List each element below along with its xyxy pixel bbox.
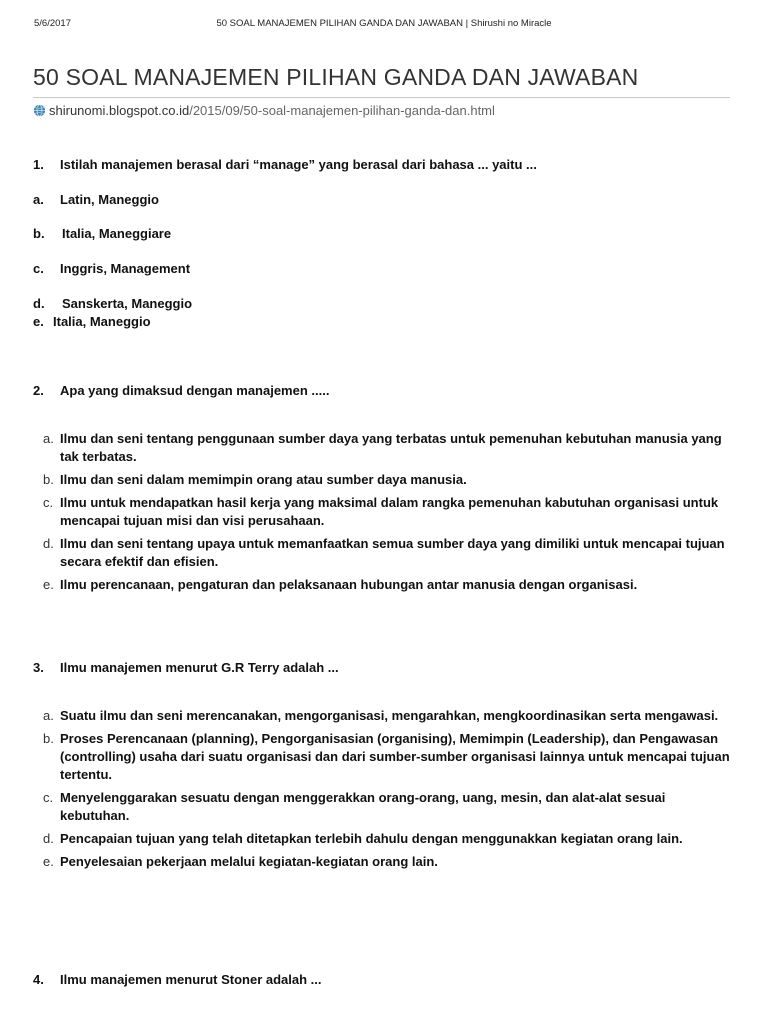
q1-option-c <box>33 260 190 278</box>
q2-option-e <box>33 576 733 594</box>
q3-option-a <box>33 707 733 725</box>
option-letter: e. <box>43 854 54 869</box>
question-3 <box>33 659 339 677</box>
option-letter: c. <box>43 790 54 805</box>
question-2 <box>33 382 329 400</box>
q1-option-d <box>33 295 192 313</box>
option-letter: d. <box>43 831 54 846</box>
question-text: Apa yang dimaksud dengan manajemen ..... <box>60 383 330 398</box>
source-domain-link[interactable]: shirunomi.blogspot.co.id <box>49 103 190 118</box>
option-text: Proses Perencanaan (planning), Pengorganisasian (organising), Memimpin (Leadership), dan Pengawasan (controlling) usaha dari suatu organisasi dan dari sumber-sumber organisasi lainnya untuk mencapai tujuan tertentu. <box>60 731 730 782</box>
question-text: Ilmu manajemen menurut Stoner adalah ... <box>60 972 322 987</box>
option-letter: b. <box>43 731 54 746</box>
page-title: 50 SOAL MANAJEMEN PILIHAN GANDA DAN JAWABAN <box>33 64 639 90</box>
option-letter: d. <box>43 536 54 551</box>
option-text: Penyelesaian pekerjaan melalui kegiatan-kegiatan orang lain. <box>60 854 438 869</box>
option-letter: a. <box>43 708 54 723</box>
question-4 <box>33 971 322 989</box>
q2-option-a <box>33 430 733 466</box>
q2-option-d <box>33 535 733 571</box>
q2-option-b <box>33 471 733 489</box>
question-number: 4. <box>33 972 44 987</box>
print-date: 5/6/2017 <box>34 18 71 29</box>
q3-option-d <box>33 830 733 848</box>
source-path-link[interactable]: /2015/09/50-soal-manajemen-pilihan-ganda-dan.html <box>189 103 495 118</box>
option-text: Ilmu perencanaan, pengaturan dan pelaksanaan hubungan antar manusia dengan organisasi. <box>60 577 638 592</box>
option-letter: c. <box>33 261 44 276</box>
option-letter: d. <box>33 296 45 311</box>
option-text: Suatu ilmu dan seni merencanakan, mengorganisasi, mengarahkan, mengkoordinasikan serta mengawasi. <box>60 708 719 723</box>
question-1 <box>33 156 537 174</box>
option-text: Ilmu untuk mendapatkan hasil kerja yang maksimal dalam rangka pemenuhan kabutuhan organisasi untuk mencapai tujuan misi dan visi perusahaan. <box>60 495 719 528</box>
option-letter: b. <box>33 226 45 241</box>
question-number: 2. <box>33 383 44 398</box>
print-header <box>34 18 734 30</box>
question-number: 3. <box>33 660 44 675</box>
option-text: Menyelenggarakan sesuatu dengan menggerakkan orang-orang, uang, mesin, dan alat-alat sesuai kebutuhan. <box>60 790 666 823</box>
question-number: 1. <box>33 157 44 172</box>
question-text: Ilmu manajemen menurut G.R Terry adalah ... <box>60 660 339 675</box>
option-text: Ilmu dan seni dalam memimpin orang atau sumber daya manusia. <box>60 472 467 487</box>
q3-option-b <box>33 730 733 784</box>
q1-option-b <box>33 225 171 243</box>
option-text: Inggris, Management <box>60 261 191 276</box>
title-divider <box>33 97 730 98</box>
q3-options <box>33 707 733 876</box>
option-letter: b. <box>43 472 54 487</box>
option-letter: a. <box>33 192 44 207</box>
q2-options <box>33 430 733 599</box>
option-text: Pencapaian tujuan yang telah ditetapkan terlebih dahulu dengan menggunakkan kegiatan orang lain. <box>60 831 683 846</box>
q1-option-e <box>33 313 151 331</box>
q2-option-c <box>33 494 733 530</box>
q3-option-e <box>33 853 733 871</box>
question-text: Istilah manajemen berasal dari “manage” yang berasal dari bahasa ... yaitu ... <box>60 157 537 172</box>
option-letter: a. <box>43 431 54 446</box>
print-doc-title: 50 SOAL MANAJEMEN PILIHAN GANDA DAN JAWABAN | Shirushi no Miracle <box>216 18 552 29</box>
option-text: Latin, Maneggio <box>60 192 159 207</box>
option-text: Sanskerta, Maneggio <box>62 296 193 311</box>
option-letter: c. <box>43 495 54 510</box>
option-letter: e. <box>33 314 44 329</box>
globe-icon <box>33 104 46 117</box>
option-letter: e. <box>43 577 54 592</box>
option-text: Italia, Maneggio <box>53 314 151 329</box>
option-text: Ilmu dan seni tentang penggunaan sumber daya yang terbatas untuk pemenuhan kebutuhan manusia yang tak terbatas. <box>60 431 722 464</box>
q3-option-c <box>33 789 733 825</box>
q1-option-a <box>33 191 159 209</box>
source-line <box>33 103 495 118</box>
option-text: Italia, Maneggiare <box>62 226 172 241</box>
option-text: Ilmu dan seni tentang upaya untuk memanfaatkan semua sumber daya yang dimiliki untuk mencapai tujuan secara efektif dan efisien. <box>60 536 725 569</box>
